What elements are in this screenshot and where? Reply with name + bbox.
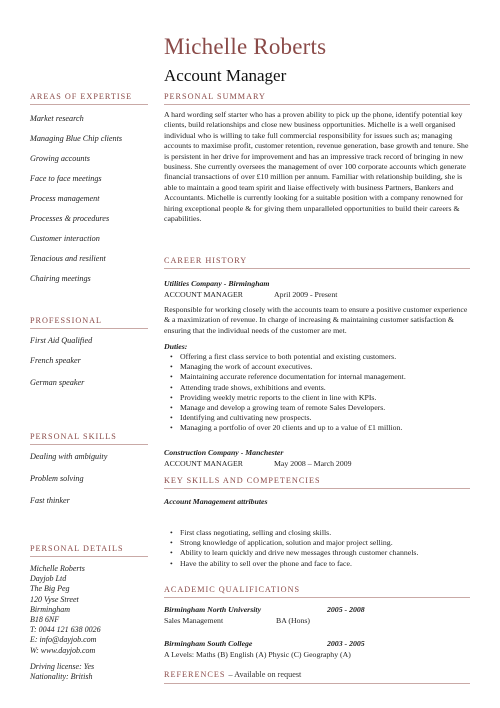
job1-duties-label: Duties: <box>164 342 188 351</box>
summary-text: A hard wording self starter who has a proven ability to pick up the phone, identify potential key clients, build relationships and close new business opportunities. Michelle is a well organised individual who is willing to take full commercial responsibility for issues such as; managing accounts to maximise profit, customer retention, revenue generation, base growth and tenure. She is persistent in her drive for improvement and has an impressive track record of bringing in new business. She currently oversees the management of over 100 corporate accounts which generate financial transactions of over £10 million per annum. Familiar with relationship building, she is able to maintain a good team spirit and liaise effectively with business Partners, Bankers and Accountants. Michelle is currently looking for a suitable position with a company renowned for hiring exceptional people & for giving them unparalleled opportunities to build their careers & capabilities. <box>164 110 469 224</box>
key-skills-divider <box>164 488 470 489</box>
skill-item: • Ability to learn quickly and drive new messages through customer channels. <box>180 548 490 558</box>
edu2-school: Birmingham South College <box>164 639 253 648</box>
career-divider <box>164 268 470 269</box>
job1-dates: April 2009 - Present <box>274 290 338 299</box>
expertise-item: Tenacious and resilient <box>30 254 106 263</box>
expertise-item: Market research <box>30 114 84 123</box>
candidate-name: Michelle Roberts <box>164 34 327 59</box>
summary-heading: PERSONAL SUMMARY <box>164 92 266 101</box>
contact-line: 120 Vyse Street <box>30 594 79 604</box>
contact-line: T: 0044 121 638 0026 <box>30 625 101 635</box>
key-skills-list <box>164 528 490 569</box>
skill-item: • Have the ability to sell over the phone and face to face. <box>180 559 490 569</box>
expertise-item: Chairing meetings <box>30 274 91 283</box>
professional-item: German speaker <box>30 378 85 387</box>
driving-license: Driving license: Yes <box>30 662 95 671</box>
expertise-item: Process management <box>30 194 100 203</box>
expertise-item: Customer interaction <box>30 234 100 243</box>
job1-role: ACCOUNT MANAGER <box>164 290 243 299</box>
career-heading: CAREER HISTORY <box>164 256 248 265</box>
contact-line: Birmingham <box>30 604 70 614</box>
duty-item: • Identifying and cultivating new prospects. <box>180 413 490 423</box>
edu1-years: 2005 - 2008 <box>327 605 365 614</box>
nationality: Nationality: British <box>30 672 93 682</box>
key-skills-subheading: Account Management attributes <box>164 497 268 506</box>
edu1-course: Sales Management <box>164 616 224 625</box>
skills-item: Problem solving <box>30 474 84 483</box>
edu1-school: Birmingham North University <box>164 605 262 614</box>
job1-duties-list <box>164 352 490 434</box>
skills-heading: PERSONAL SKILLS <box>30 432 117 441</box>
job-title: Account Manager <box>164 66 287 85</box>
details-heading: PERSONAL DETAILS <box>30 544 124 553</box>
education-heading: ACADEMIC QUALIFICATIONS <box>164 585 301 594</box>
duty-item: • Attending trade shows, exhibitions and events. <box>180 383 490 393</box>
job2-role: ACCOUNT MANAGER <box>164 459 243 468</box>
skills-item: Dealing with ambiguity <box>30 452 108 461</box>
expertise-divider <box>30 104 148 105</box>
contact-line: Michelle Roberts <box>30 564 85 573</box>
duty-item: • Managing the work of account executives. <box>180 362 490 372</box>
references-divider <box>164 683 470 684</box>
edu2-years: 2003 - 2005 <box>327 639 365 648</box>
expertise-item: Face to face meetings <box>30 174 102 183</box>
professional-heading: PROFESSIONAL <box>30 316 103 325</box>
summary-divider <box>164 104 470 105</box>
contact-line: The Big Peg <box>30 584 70 594</box>
expertise-heading: AREAS OF EXPERTISE <box>30 92 133 101</box>
job2-company: Construction Company - Manchester <box>164 448 284 457</box>
contact-line: E: info@dayjob.com <box>30 635 97 645</box>
duty-item: • Offering a first class service to both potential and existing customers. <box>180 352 490 362</box>
references-heading-row <box>164 670 301 679</box>
duty-item: • Managing a portfolio of over 20 clients and up to a value of £1 million. <box>180 423 490 433</box>
job1-company: Utilities Company - Birmingham <box>164 279 270 288</box>
job1-description: Responsible for working closely with the accounts team to ensure a positive customer experience & a maximization of revenue. In charge of increasing & maintaining customer satisfaction & ensuring that the individual needs of the customer are met. <box>164 305 468 335</box>
professional-item: French speaker <box>30 356 81 365</box>
expertise-item: Managing Blue Chip clients <box>30 134 123 143</box>
duty-item: • Providing weekly metric reports to the client in line with KPIs. <box>180 393 490 403</box>
skills-divider <box>30 444 148 445</box>
education-divider <box>164 597 470 598</box>
duty-item: • Manage and develop a growing team of remote Sales Developers. <box>180 403 490 413</box>
duty-item: • Maintaining accurate reference documentation for internal management. <box>180 372 490 382</box>
skill-item: • First class negotiating, selling and closing skills. <box>180 528 490 538</box>
professional-divider <box>30 328 148 329</box>
skills-item: Fast thinker <box>30 496 70 505</box>
references-heading: REFERENCES <box>164 670 226 679</box>
contact-details <box>30 564 101 656</box>
job2-dates: May 2008 – March 2009 <box>274 459 352 468</box>
key-skills-heading: KEY SKILLS AND COMPETENCIES <box>164 476 321 485</box>
contact-line: B18 6NF <box>30 615 60 625</box>
skill-item: • Strong knowledge of application, solution and major project selling. <box>180 538 490 548</box>
edu1-award: BA (Hons) <box>276 616 311 625</box>
expertise-item: Growing accounts <box>30 154 90 163</box>
details-divider <box>30 556 148 557</box>
extra-details <box>30 662 94 682</box>
professional-item: First Aid Qualified <box>30 336 93 345</box>
references-text: – Available on request <box>228 670 302 679</box>
expertise-item: Processes & procedures <box>30 214 110 223</box>
edu2-course: A Levels: Maths (B) English (A) Physic (C) Geography (A) <box>164 650 351 659</box>
contact-line: Dayjob Ltd <box>30 574 67 584</box>
contact-line: W: www.dayjob.com <box>30 645 96 655</box>
